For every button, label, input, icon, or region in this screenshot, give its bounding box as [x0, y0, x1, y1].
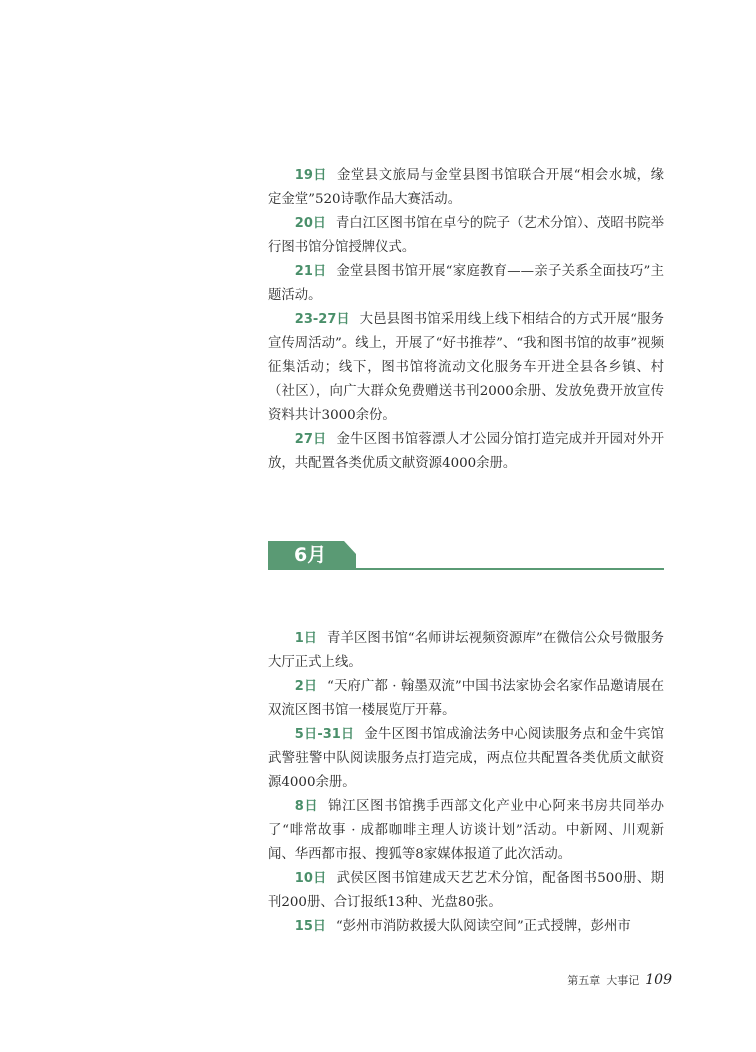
footer-chapter: 第五章 [567, 974, 601, 987]
footer-section: 大事记 [606, 974, 640, 987]
entry-date: 23-27日 [294, 312, 350, 327]
entry-text: 金牛区图书馆成渝法务中心阅读服务点和金牛宾馆武警驻警中队阅读服务点打造完成，两点位共配置各类优质文献资源4000余册。 [268, 727, 664, 790]
june-entries [268, 627, 664, 939]
chronicle-entry [268, 212, 664, 260]
chronicle-entry [268, 260, 664, 308]
entry-date: 8日 [294, 799, 319, 814]
chronicle-entry [268, 627, 664, 675]
page-footer [560, 972, 672, 988]
entry-date: 5日-31日 [294, 727, 355, 742]
entry-date: 1日 [294, 631, 317, 646]
entry-date: 27日 [294, 432, 327, 447]
entry-date: 19日 [294, 168, 327, 183]
entry-date: 21日 [294, 264, 327, 279]
entry-text: 大邑县图书馆采用线上线下相结合的方式开展“服务宣传周活动”。线上，开展了“好书推荐”、“我和图书馆的故事”视频征集活动；线下，图书馆将流动文化服务车开进全县各乡镇、村（社区），向广大群众免费赠送书刊2000余册、发放免费开放宣传资料共计3000余份。 [268, 312, 664, 423]
month-label: 6月 [294, 544, 327, 566]
entry-text: 金牛区图书馆蓉漂人才公园分馆打造完成并开园对外开放，共配置各类优质文献资源4000余册。 [268, 432, 665, 471]
chronicle-entry [268, 675, 664, 723]
entry-date: 15日 [294, 919, 326, 934]
chronicle-entry [268, 164, 664, 212]
entry-date: 20日 [294, 216, 326, 231]
chronicle-entry [268, 428, 664, 476]
chronicle-entry [268, 308, 664, 428]
entry-text: 青白江区图书馆在卓兮的院子（艺术分馆）、茂昭书院举行图书馆分馆授牌仪式。 [268, 216, 664, 255]
entry-text: 金堂县图书馆开展“家庭教育——亲子关系全面技巧”主题活动。 [268, 264, 664, 303]
entry-text: 武侯区图书馆建成天艺艺术分馆，配备图书500册、期刊200册、合订报纸13种、光盘80张。 [268, 871, 665, 910]
entry-date: 10日 [294, 871, 327, 886]
entry-date: 2日 [294, 679, 318, 694]
may-entries [268, 164, 664, 476]
entry-text: “天府广都 · 翰墨双流”中国书法家协会名家作品邀请展在双流区图书馆一楼展览厅开幕。 [268, 679, 665, 718]
chronicle-entry [268, 723, 664, 795]
entry-text: 锦江区图书馆携手西部文化产业中心阿来书房共同举办了“啡常故事 · 成都咖啡主理人访谈计划”活动。中新网、川观新闻、华西都市报、搜狐等8家媒体报道了此次活动。 [268, 799, 665, 862]
entry-text: “彭州市消防救援大队阅读空间”正式授牌，彭州市 [335, 919, 631, 934]
chronicle-entry [268, 867, 664, 915]
month-section-header [268, 541, 664, 571]
page-number: 109 [645, 972, 672, 988]
chronicle-entry [268, 795, 664, 867]
month-tab-shape [268, 541, 664, 571]
entry-text: 青羊区图书馆“名师讲坛视频资源库”在微信公众号微服务大厅正式上线。 [268, 631, 664, 670]
chronicle-entry [268, 915, 664, 939]
entry-text: 金堂县文旅局与金堂县图书馆联合开展“相会水城，缘定金堂”520诗歌作品大赛活动。 [268, 168, 664, 207]
